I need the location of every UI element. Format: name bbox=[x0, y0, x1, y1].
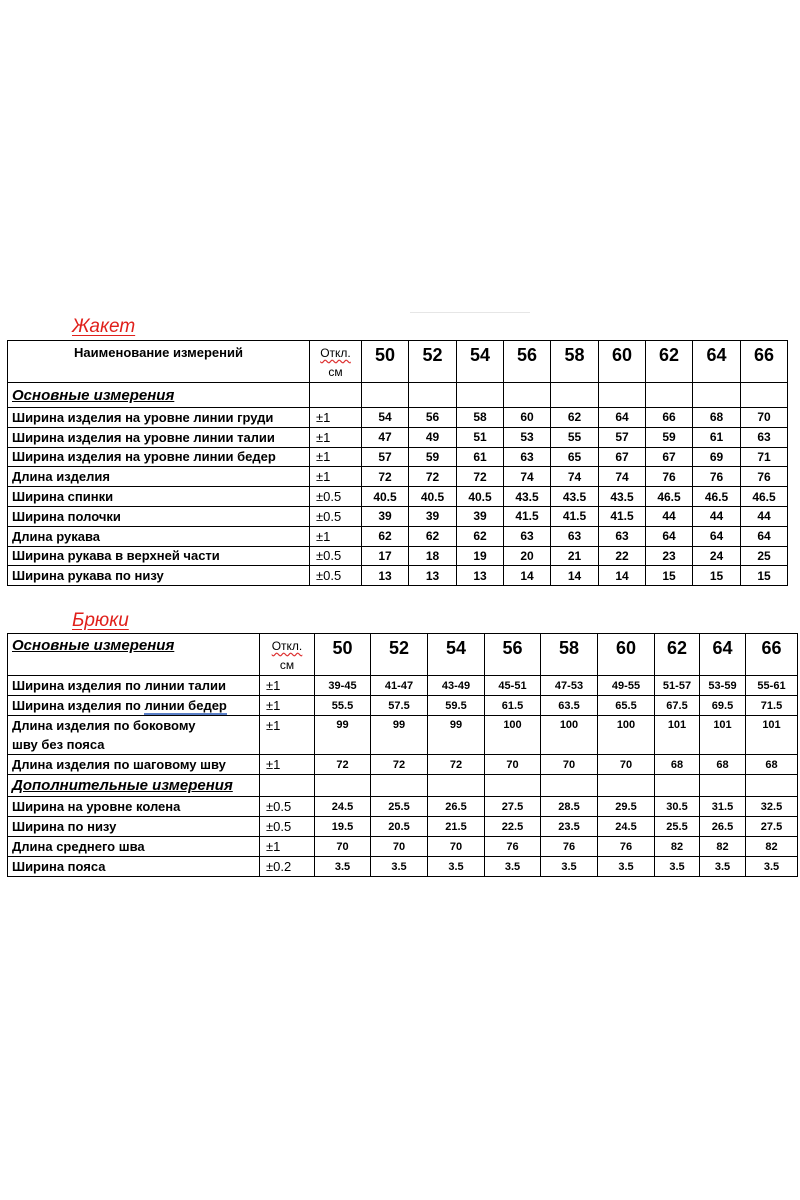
table-row bbox=[8, 837, 798, 857]
size-value: 40.5 bbox=[457, 487, 504, 507]
measurement-name: Ширина изделия на уровне линии бедер bbox=[8, 447, 310, 467]
size-value: 69 bbox=[693, 447, 741, 467]
size-header: 50 bbox=[362, 341, 409, 383]
size-value: 76 bbox=[541, 837, 598, 857]
deviation-label: Откл. bbox=[271, 639, 303, 653]
empty-cell bbox=[485, 775, 541, 797]
empty-cell bbox=[409, 383, 457, 408]
jacket-group-row bbox=[8, 383, 788, 408]
size-value: 65.5 bbox=[598, 696, 655, 716]
deviation-unit: см bbox=[328, 365, 343, 379]
size-value: 66 bbox=[646, 408, 693, 428]
size-value: 82 bbox=[700, 837, 746, 857]
table-row bbox=[8, 817, 798, 837]
size-value: 43.5 bbox=[599, 487, 646, 507]
size-value: 70 bbox=[371, 837, 428, 857]
size-header: 62 bbox=[646, 341, 693, 383]
empty-cell bbox=[700, 775, 746, 797]
size-value: 76 bbox=[646, 467, 693, 487]
size-value: 74 bbox=[599, 467, 646, 487]
size-value: 58 bbox=[457, 408, 504, 428]
size-value: 23 bbox=[646, 546, 693, 566]
size-value: 21.5 bbox=[428, 817, 485, 837]
size-value: 14 bbox=[551, 566, 599, 586]
empty-cell bbox=[551, 383, 599, 408]
size-value: 63.5 bbox=[541, 696, 598, 716]
size-value: 76 bbox=[485, 837, 541, 857]
size-value: 60 bbox=[504, 408, 551, 428]
empty-cell bbox=[693, 383, 741, 408]
measurement-name: Длина среднего шва bbox=[8, 837, 260, 857]
size-value: 51 bbox=[457, 427, 504, 447]
size-value: 49 bbox=[409, 427, 457, 447]
empty-cell bbox=[371, 775, 428, 797]
size-header: 52 bbox=[371, 634, 428, 676]
size-value: 19 bbox=[457, 546, 504, 566]
size-value: 13 bbox=[457, 566, 504, 586]
size-value: 14 bbox=[504, 566, 551, 586]
size-value: 62 bbox=[362, 526, 409, 546]
table-row bbox=[8, 506, 788, 526]
empty-cell bbox=[599, 383, 646, 408]
size-value: 63 bbox=[599, 526, 646, 546]
deviation-value: ±1 bbox=[260, 837, 315, 857]
size-value: 24.5 bbox=[315, 797, 371, 817]
size-value: 27.5 bbox=[485, 797, 541, 817]
size-value: 68 bbox=[700, 755, 746, 775]
trousers-header-row bbox=[8, 634, 798, 676]
measurement-name-part: линии бедер bbox=[144, 698, 227, 713]
measurement-name: Ширина рукава в верхней части bbox=[8, 546, 310, 566]
size-value: 26.5 bbox=[700, 817, 746, 837]
size-value: 63 bbox=[504, 447, 551, 467]
size-value: 18 bbox=[409, 546, 457, 566]
size-value: 49-55 bbox=[598, 676, 655, 696]
table-row bbox=[8, 467, 788, 487]
size-value: 44 bbox=[741, 506, 788, 526]
size-value: 68 bbox=[746, 755, 798, 775]
jacket-title: Жакет bbox=[72, 316, 136, 337]
size-value: 22.5 bbox=[485, 817, 541, 837]
jacket-size-table bbox=[7, 340, 788, 586]
size-value: 55.5 bbox=[315, 696, 371, 716]
deviation-value: ±0.2 bbox=[260, 857, 315, 877]
size-value: 59 bbox=[409, 447, 457, 467]
size-value: 56 bbox=[409, 408, 457, 428]
size-value: 39 bbox=[362, 506, 409, 526]
deviation-value: ±1 bbox=[310, 467, 362, 487]
size-value: 3.5 bbox=[371, 857, 428, 877]
size-value: 3.5 bbox=[315, 857, 371, 877]
size-value: 64 bbox=[693, 526, 741, 546]
size-value: 71 bbox=[741, 447, 788, 467]
empty-cell bbox=[457, 383, 504, 408]
table-row bbox=[8, 696, 798, 716]
deviation-value: ±0.5 bbox=[260, 797, 315, 817]
size-value: 24.5 bbox=[598, 817, 655, 837]
size-value: 61 bbox=[693, 427, 741, 447]
size-value: 17 bbox=[362, 546, 409, 566]
size-value: 70 bbox=[598, 755, 655, 775]
size-value: 59 bbox=[646, 427, 693, 447]
size-value: 3.5 bbox=[485, 857, 541, 877]
size-value: 65 bbox=[551, 447, 599, 467]
size-header: 50 bbox=[315, 634, 371, 676]
size-value: 15 bbox=[741, 566, 788, 586]
size-value: 64 bbox=[741, 526, 788, 546]
deviation-label: Откл. bbox=[320, 346, 351, 360]
table-row bbox=[8, 408, 788, 428]
size-value: 43.5 bbox=[551, 487, 599, 507]
size-value: 62 bbox=[551, 408, 599, 428]
deviation-value: ±1 bbox=[310, 408, 362, 428]
size-header: 58 bbox=[541, 634, 598, 676]
size-value: 57 bbox=[599, 427, 646, 447]
size-value: 3.5 bbox=[655, 857, 700, 877]
empty-cell bbox=[260, 775, 315, 797]
size-value: 46.5 bbox=[646, 487, 693, 507]
size-value: 63 bbox=[504, 526, 551, 546]
measurement-name: Ширина на уровне колена bbox=[8, 797, 260, 817]
size-value: 55 bbox=[551, 427, 599, 447]
empty-cell bbox=[362, 383, 409, 408]
group-label-main: Основные измерения bbox=[8, 634, 260, 676]
size-value: 44 bbox=[693, 506, 741, 526]
size-value: 71.5 bbox=[746, 696, 798, 716]
deviation-value: ±1 bbox=[310, 427, 362, 447]
size-value: 39-45 bbox=[315, 676, 371, 696]
size-value: 13 bbox=[362, 566, 409, 586]
size-value: 63 bbox=[741, 427, 788, 447]
measurement-name: Длина изделия по шаговому шву bbox=[8, 755, 260, 775]
size-value: 67 bbox=[646, 447, 693, 467]
size-value: 26.5 bbox=[428, 797, 485, 817]
empty-cell bbox=[598, 775, 655, 797]
size-value: 72 bbox=[371, 755, 428, 775]
size-value: 25.5 bbox=[655, 817, 700, 837]
size-value: 41.5 bbox=[504, 506, 551, 526]
measurement-name: Ширина изделия по линии талии bbox=[8, 676, 260, 696]
size-value: 70 bbox=[428, 837, 485, 857]
deviation-value: ±0.5 bbox=[310, 506, 362, 526]
deviation-value: ±0.5 bbox=[310, 546, 362, 566]
size-value: 55-61 bbox=[746, 676, 798, 696]
size-value: 64 bbox=[599, 408, 646, 428]
size-value: 57 bbox=[362, 447, 409, 467]
size-value: 25 bbox=[741, 546, 788, 566]
empty-cell bbox=[428, 775, 485, 797]
table-row bbox=[8, 566, 788, 586]
deviation-value: ±1 bbox=[260, 755, 315, 775]
table-row bbox=[8, 857, 798, 877]
trousers-title: Брюки bbox=[72, 610, 129, 631]
size-value: 63 bbox=[551, 526, 599, 546]
size-value: 101 bbox=[700, 716, 746, 755]
size-value: 39 bbox=[457, 506, 504, 526]
size-header: 66 bbox=[741, 341, 788, 383]
deviation-unit: см bbox=[279, 658, 295, 672]
size-value: 100 bbox=[541, 716, 598, 755]
deviation-value: ±1 bbox=[260, 676, 315, 696]
size-value: 99 bbox=[371, 716, 428, 755]
size-value: 74 bbox=[504, 467, 551, 487]
size-header: 64 bbox=[693, 341, 741, 383]
deviation-value: ±1 bbox=[310, 526, 362, 546]
column-header-deviation bbox=[260, 634, 315, 676]
size-value: 100 bbox=[598, 716, 655, 755]
empty-cell bbox=[655, 775, 700, 797]
size-value: 72 bbox=[362, 467, 409, 487]
empty-cell bbox=[741, 383, 788, 408]
size-value: 101 bbox=[655, 716, 700, 755]
empty-cell bbox=[315, 775, 371, 797]
size-value: 15 bbox=[646, 566, 693, 586]
size-header: 56 bbox=[504, 341, 551, 383]
size-value: 61 bbox=[457, 447, 504, 467]
deviation-value: ±1 bbox=[260, 716, 315, 755]
table-row bbox=[8, 526, 788, 546]
size-value: 32.5 bbox=[746, 797, 798, 817]
size-value: 19.5 bbox=[315, 817, 371, 837]
trousers-size-table bbox=[7, 633, 798, 877]
size-value: 72 bbox=[428, 755, 485, 775]
measurement-name-part: Ширина изделия по bbox=[12, 698, 145, 713]
measurement-name: Ширина по низу bbox=[8, 817, 260, 837]
size-value: 43.5 bbox=[504, 487, 551, 507]
size-value: 62 bbox=[457, 526, 504, 546]
size-value: 53-59 bbox=[700, 676, 746, 696]
size-value: 24 bbox=[693, 546, 741, 566]
table-row bbox=[8, 546, 788, 566]
size-value: 70 bbox=[485, 755, 541, 775]
size-value: 99 bbox=[315, 716, 371, 755]
measurement-name: Ширина пояса bbox=[8, 857, 260, 877]
size-value: 67.5 bbox=[655, 696, 700, 716]
size-value: 99 bbox=[428, 716, 485, 755]
size-value: 21 bbox=[551, 546, 599, 566]
size-value: 70 bbox=[541, 755, 598, 775]
faint-divider bbox=[410, 312, 530, 313]
size-value: 53 bbox=[504, 427, 551, 447]
group-label-main: Основные измерения bbox=[8, 383, 310, 408]
size-value: 13 bbox=[409, 566, 457, 586]
deviation-value: ±1 bbox=[310, 447, 362, 467]
size-value: 3.5 bbox=[746, 857, 798, 877]
measurement-name: Длина изделия bbox=[8, 467, 310, 487]
empty-cell bbox=[646, 383, 693, 408]
measurement-name: Ширина спинки bbox=[8, 487, 310, 507]
size-value: 70 bbox=[315, 837, 371, 857]
measurement-name: Ширина изделия на уровне линии груди bbox=[8, 408, 310, 428]
size-header: 60 bbox=[598, 634, 655, 676]
size-value: 3.5 bbox=[598, 857, 655, 877]
size-value: 47 bbox=[362, 427, 409, 447]
size-value: 70 bbox=[741, 408, 788, 428]
size-value: 45-51 bbox=[485, 676, 541, 696]
size-value: 22 bbox=[599, 546, 646, 566]
size-value: 46.5 bbox=[693, 487, 741, 507]
size-value: 68 bbox=[693, 408, 741, 428]
size-value: 40.5 bbox=[409, 487, 457, 507]
size-value: 29.5 bbox=[598, 797, 655, 817]
size-value: 41-47 bbox=[371, 676, 428, 696]
size-value: 59.5 bbox=[428, 696, 485, 716]
size-value: 31.5 bbox=[700, 797, 746, 817]
size-value: 68 bbox=[655, 755, 700, 775]
measurement-name bbox=[8, 696, 260, 716]
size-value: 40.5 bbox=[362, 487, 409, 507]
table-row bbox=[8, 447, 788, 467]
size-value: 100 bbox=[485, 716, 541, 755]
table-row bbox=[8, 716, 798, 755]
size-value: 3.5 bbox=[700, 857, 746, 877]
empty-cell bbox=[746, 775, 798, 797]
size-value: 67 bbox=[599, 447, 646, 467]
deviation-value: ±1 bbox=[260, 696, 315, 716]
size-header: 58 bbox=[551, 341, 599, 383]
size-value: 3.5 bbox=[428, 857, 485, 877]
size-header: 62 bbox=[655, 634, 700, 676]
size-value: 20 bbox=[504, 546, 551, 566]
size-value: 64 bbox=[646, 526, 693, 546]
deviation-value: ±0.5 bbox=[310, 487, 362, 507]
measurement-name: Ширина изделия на уровне линии талии bbox=[8, 427, 310, 447]
measurement-name: Длина изделия по боковому шву без пояса bbox=[8, 716, 260, 755]
size-value: 101 bbox=[746, 716, 798, 755]
size-value: 23.5 bbox=[541, 817, 598, 837]
size-header: 60 bbox=[599, 341, 646, 383]
size-value: 28.5 bbox=[541, 797, 598, 817]
size-header: 54 bbox=[428, 634, 485, 676]
size-value: 72 bbox=[409, 467, 457, 487]
table-row bbox=[8, 427, 788, 447]
size-value: 46.5 bbox=[741, 487, 788, 507]
size-value: 27.5 bbox=[746, 817, 798, 837]
size-value: 57.5 bbox=[371, 696, 428, 716]
table-row bbox=[8, 487, 788, 507]
size-value: 72 bbox=[315, 755, 371, 775]
measurement-name: Ширина рукава по низу bbox=[8, 566, 310, 586]
trousers-extra-group-row bbox=[8, 775, 798, 797]
group-label-extra: Дополнительные измерения bbox=[8, 775, 260, 797]
size-value: 3.5 bbox=[541, 857, 598, 877]
size-value: 69.5 bbox=[700, 696, 746, 716]
size-value: 76 bbox=[741, 467, 788, 487]
size-value: 44 bbox=[646, 506, 693, 526]
size-value: 25.5 bbox=[371, 797, 428, 817]
size-value: 41.5 bbox=[551, 506, 599, 526]
size-value: 61.5 bbox=[485, 696, 541, 716]
table-row bbox=[8, 676, 798, 696]
size-value: 15 bbox=[693, 566, 741, 586]
size-value: 72 bbox=[457, 467, 504, 487]
size-value: 51-57 bbox=[655, 676, 700, 696]
column-header-name: Наименование измерений bbox=[8, 341, 310, 383]
jacket-header-row bbox=[8, 341, 788, 383]
size-header: 56 bbox=[485, 634, 541, 676]
size-value: 20.5 bbox=[371, 817, 428, 837]
deviation-value: ±0.5 bbox=[310, 566, 362, 586]
table-row bbox=[8, 755, 798, 775]
size-value: 30.5 bbox=[655, 797, 700, 817]
size-value: 62 bbox=[409, 526, 457, 546]
size-value: 39 bbox=[409, 506, 457, 526]
size-value: 74 bbox=[551, 467, 599, 487]
size-value: 43-49 bbox=[428, 676, 485, 696]
size-value: 76 bbox=[598, 837, 655, 857]
size-value: 82 bbox=[746, 837, 798, 857]
size-value: 47-53 bbox=[541, 676, 598, 696]
size-value: 14 bbox=[599, 566, 646, 586]
size-value: 82 bbox=[655, 837, 700, 857]
size-header: 64 bbox=[700, 634, 746, 676]
measurement-name: Длина рукава bbox=[8, 526, 310, 546]
column-header-deviation bbox=[310, 341, 362, 383]
table-row bbox=[8, 797, 798, 817]
size-header: 66 bbox=[746, 634, 798, 676]
size-header: 54 bbox=[457, 341, 504, 383]
size-value: 54 bbox=[362, 408, 409, 428]
size-value: 41.5 bbox=[599, 506, 646, 526]
deviation-value: ±0.5 bbox=[260, 817, 315, 837]
empty-cell bbox=[310, 383, 362, 408]
size-value: 76 bbox=[693, 467, 741, 487]
empty-cell bbox=[541, 775, 598, 797]
measurement-name: Ширина полочки bbox=[8, 506, 310, 526]
empty-cell bbox=[504, 383, 551, 408]
size-header: 52 bbox=[409, 341, 457, 383]
